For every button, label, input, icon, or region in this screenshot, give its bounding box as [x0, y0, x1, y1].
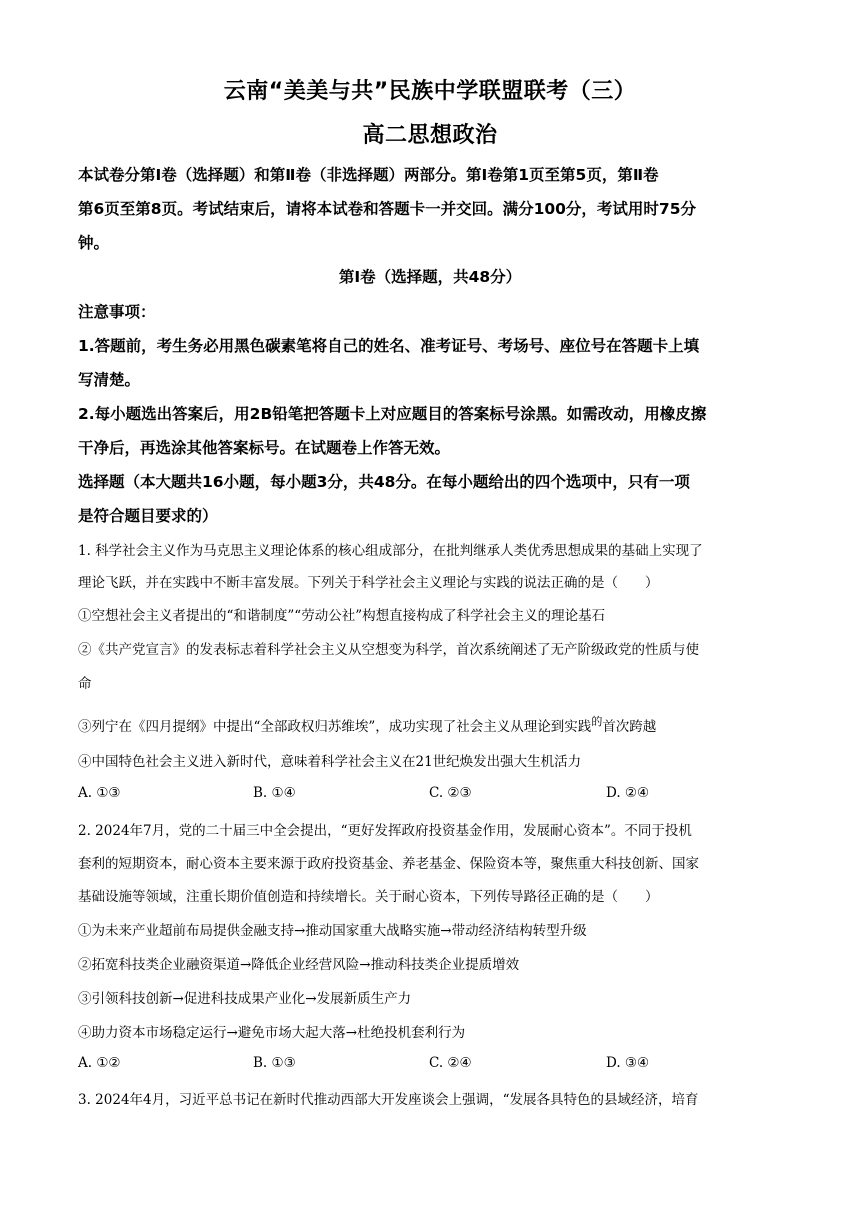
q2-item-4: ④助力资本市场稳定运行→避免市场大起大落→杜绝投机套利行为 [78, 1025, 466, 1041]
q1-item-3-superscript: 的 [591, 715, 603, 728]
q2-option-b[interactable]: B. ①③ [253, 1055, 296, 1071]
exam-subtitle: 高二思想政治 [362, 123, 498, 148]
q1-item-2-cont: 命 [78, 676, 92, 692]
choice-intro: 选择题（本大题共16小题，每小题3分，共48分。在每小题给出的四个选项中，只有一项 [78, 473, 690, 491]
q2-option-d[interactable]: D. ③④ [606, 1055, 650, 1071]
q1-item-3-text-end: 首次跨越 [602, 719, 657, 735]
section-title: 第Ⅰ卷（选择题，共48分） [338, 268, 522, 286]
intro-line: 第6页至第8页。考试结束后，请将本试卷和答题卡一并交回。满分100分，考试用时75分 [78, 200, 696, 218]
q2-option-a[interactable]: A. ①② [78, 1055, 121, 1071]
notice-line: 1.答题前，考生务必用黑色碳素笔将自己的姓名、准考证号、考场号、座位号在答题卡上填 [78, 337, 700, 355]
q2-item-1: ①为未来产业超前布局提供金融支持→推动国家重大战略实施→带动经济结构转型升级 [78, 923, 587, 939]
q1-item-4: ④中国特色社会主义进入新时代，意味着科学社会主义在21世纪焕发出强大生机活力 [78, 754, 582, 770]
intro-line: 本试卷分第Ⅰ卷（选择题）和第Ⅱ卷（非选择题）两部分。第Ⅰ卷第1页至第5页，第Ⅱ卷 [78, 166, 659, 184]
q1-item-3 [78, 713, 656, 735]
q1-option-b[interactable]: B. ①④ [253, 785, 296, 801]
exam-title: 云南“美美与共”民族中学联盟联考（三） [223, 79, 637, 104]
q2-stem: 套利的短期资本，耐心资本主要来源于政府投资基金、养老基金、保险资本等，聚焦重大科技创新、国家 [78, 856, 699, 872]
notice-line: 写清楚。 [78, 371, 141, 389]
q1-item-1: ①空想社会主义者提出的“和谐制度”“劳动公社”构想直接构成了科学社会主义的理论基石 [78, 608, 606, 624]
q1-item-3-text: ③列宁在《四月提纲》中提出“全部政权归苏维埃”，成功实现了社会主义从理论到实践 [78, 719, 592, 735]
q1-option-c[interactable]: C. ②③ [429, 785, 472, 801]
q1-option-a[interactable]: A. ①③ [78, 785, 121, 801]
notice-line: 2.每小题选出答案后，用2B铅笔把答题卡上对应题目的答案标号涂黑。如需改动，用橡皮擦 [78, 405, 707, 423]
q1-option-d[interactable]: D. ②④ [606, 785, 650, 801]
q2-item-3: ③引领科技创新→促进科技成果产业化→发展新质生产力 [78, 991, 412, 1007]
notice-line: 干净后，再选涂其他答案标号。在试题卷上作答无效。 [78, 439, 451, 457]
q2-option-c[interactable]: C. ②④ [429, 1055, 472, 1071]
notice-heading: 注意事项： [78, 303, 156, 321]
q3-stem: 3. 2024年4月，习近平总书记在新时代推动西部大开发座谈会上强调，“发展各具特色的县域经济，培育 [78, 1092, 699, 1108]
choice-intro: 是符合题目要求的） [78, 507, 218, 525]
q2-stem: 基础设施等领域，注重长期价值创造和持续增长。关于耐心资本，下列传导路径正确的是（ ） [78, 889, 659, 905]
q1-stem: 理论飞跃，并在实践中不断丰富发展。下列关于科学社会主义理论与实践的说法正确的是（ ） [78, 575, 659, 591]
q2-item-2: ②拓宽科技类企业融资渠道→降低企业经营风险→推动科技类企业提质增效 [78, 957, 520, 973]
q1-stem: 1. 科学社会主义作为马克思主义理论体系的核心组成部分，在批判继承人类优秀思想成果的基础上实现了 [78, 543, 703, 559]
q1-item-2: ②《共产党宣言》的发表标志着科学社会主义从空想变为科学，首次系统阐述了无产阶级政党的性质与使 [78, 642, 699, 658]
intro-line: 钟。 [78, 234, 110, 252]
q2-stem: 2. 2024年7月，党的二十届三中全会提出，“更好发挥政府投资基金作用，发展耐心资本”。不同于投机 [78, 823, 692, 839]
